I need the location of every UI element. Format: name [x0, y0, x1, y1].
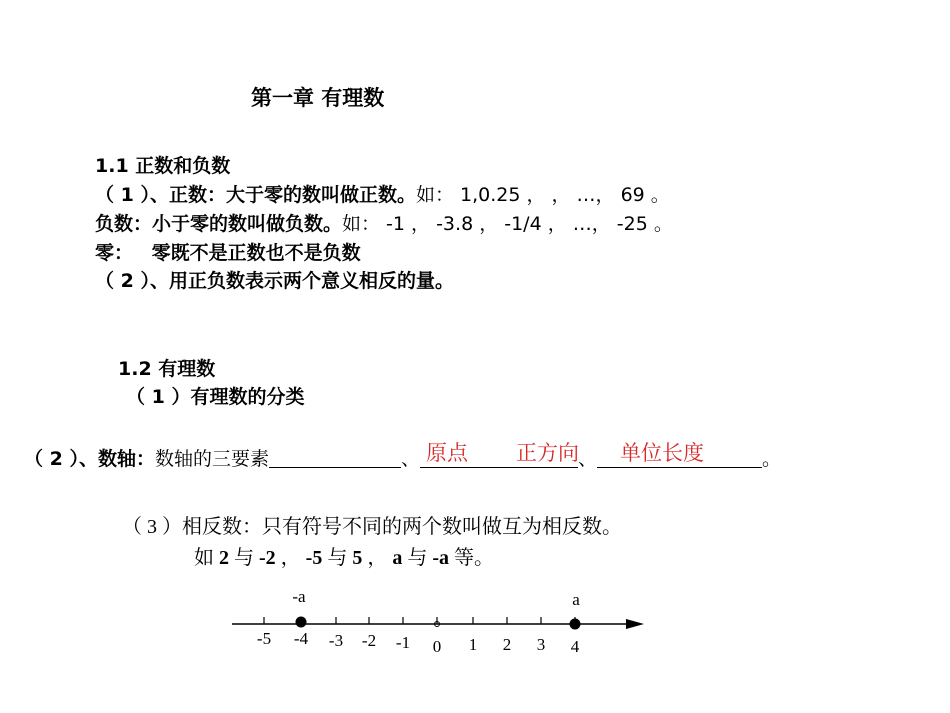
example-value: a	[392, 547, 403, 569]
example-value: -5	[305, 547, 323, 569]
number-line-description: 数轴的三要素	[154, 448, 269, 470]
number-line-label: （ 2 ）、数轴：	[24, 448, 155, 470]
number-line-tick-label: 1	[468, 635, 478, 654]
number-line-tick-label: -2	[361, 631, 377, 650]
example-value: -2	[259, 547, 276, 569]
answer-positive-direction: 正方向	[516, 441, 579, 465]
examples-connector: 与	[234, 547, 254, 569]
separator-1: 、	[400, 448, 420, 470]
negative-examples: 如： -1 ， -3.8 ， -1/4 ， …， -25 。	[342, 213, 673, 235]
arrow-icon	[626, 619, 644, 629]
number-line-tick-label: -4	[293, 629, 309, 648]
example-value: -a	[432, 547, 450, 569]
label-a: a	[572, 590, 580, 609]
number-line-tick-label: -1	[395, 633, 411, 652]
number-line-tick-label: 3	[536, 635, 546, 654]
examples-prefix: 如	[194, 547, 214, 569]
positive-definition: （ 1 ）、正数：大于零的数叫做正数。	[95, 184, 416, 206]
example-value: 2	[219, 547, 229, 569]
number-line-tick-label: 2	[502, 635, 512, 654]
label-neg-a: -a	[292, 587, 306, 606]
number-line-tick-label: -3	[328, 631, 344, 650]
examples-connector: 与	[407, 547, 428, 569]
number-line-tick-label: -5	[256, 629, 272, 648]
examples-connector: 与	[327, 547, 348, 569]
positive-examples: 如： 1,0.25 ， ， …， 69 。	[415, 184, 670, 206]
section1-heading: 1.1 正数和负数	[95, 155, 231, 177]
chapter-title: 第一章 有理数	[251, 86, 385, 110]
examples-suffix: 等。	[454, 547, 495, 569]
number-line-tick-label: 4	[570, 637, 580, 656]
answer-unit-length: 单位长度	[620, 441, 704, 465]
section2-heading: 1.2 有理数	[118, 358, 216, 380]
end-mark: 。	[762, 448, 782, 470]
point-neg-a	[296, 617, 307, 628]
example-value: 5	[352, 547, 363, 569]
separator-2: 、	[577, 448, 597, 470]
answer-origin: 原点	[426, 441, 468, 465]
point-a	[570, 619, 581, 630]
section2-item1: （ 1 ）有理数的分类	[126, 386, 305, 408]
examples-comma: ，	[367, 547, 388, 569]
section1-item2: （ 2 ）、用正负数表示两个意义相反的量。	[95, 270, 454, 292]
number-line-tick-label: 0	[432, 637, 442, 656]
opposite-numbers-definition: （ 3 ）相反数：只有符号不同的两个数叫做互为相反数。	[122, 516, 622, 538]
examples-comma: ，	[280, 547, 301, 569]
negative-definition: 负数：小于零的数叫做负数。	[95, 213, 343, 235]
zero-label: 零：	[95, 242, 134, 264]
zero-definition: 零既不是正数也不是负数	[151, 242, 361, 264]
